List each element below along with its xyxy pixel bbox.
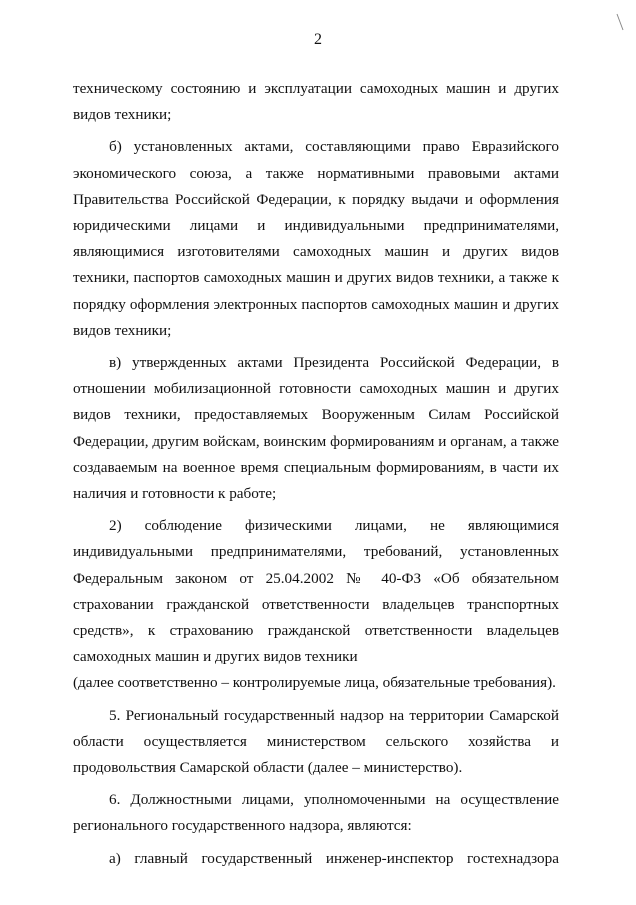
paragraph-section-5: 5. Региональный государственный надзор на территории Самарской области осуществляется министерством сельского хозяйства и продовольствия Самарской области (далее – министерство). <box>73 706 559 777</box>
paragraph-section-6: 6. Должностными лицами, уполномоченными на осуществление регионального государственного надзора, являются: <box>73 791 559 835</box>
paragraph-item-v: в) утвержденных актами Президента Российской Федерации, в отношении мобилизационной готовности самоходных машин и других видов техники, предоставляемых Вооруженным Силам Российской Федерации, другим войскам, воинским формированиям и органам, а также создаваемым на военное время специальным формированиям, в части их наличия и готовности к работе; <box>73 354 559 503</box>
paragraph-item-a: а) главный государственный инженер-инспектор гостехнадзора <box>109 849 559 867</box>
paragraph-continuation: техническому состоянию и эксплуатации самоходных машин и других видов техники; <box>73 80 559 124</box>
paragraph-item-2: 2) соблюдение физическими лицами, не являющимися индивидуальными предпринимателями, требований, установленных Федеральным законом от 25.04.2002 № 40-ФЗ «Об обязательном страховании гражданской ответственности владельцев транспортных средств», к страхованию гражданской ответственности владельцев самоходных машин и других видов техники <box>73 517 559 666</box>
paragraph-item-b: б) установленных актами, составляющими право Евразийского экономического союза, а также нормативными правовыми актами Правительства Российской Федерации, к порядку выдачи и оформления юридическими лицами и индивидуальными предпринимателями, являющимися изготовителями самоходных машин и других видов техники, паспортов самоходных машин и других видов техники, а также к порядку оформления электронных паспортов самоходных машин и других видов техники; <box>73 138 559 339</box>
scan-artifact-mark <box>615 12 629 32</box>
page-number: 2 <box>314 31 322 48</box>
paragraph-definitions: (далее соответственно – контролируемые лица, обязательные требования). <box>73 674 556 692</box>
document-body <box>73 76 559 872</box>
